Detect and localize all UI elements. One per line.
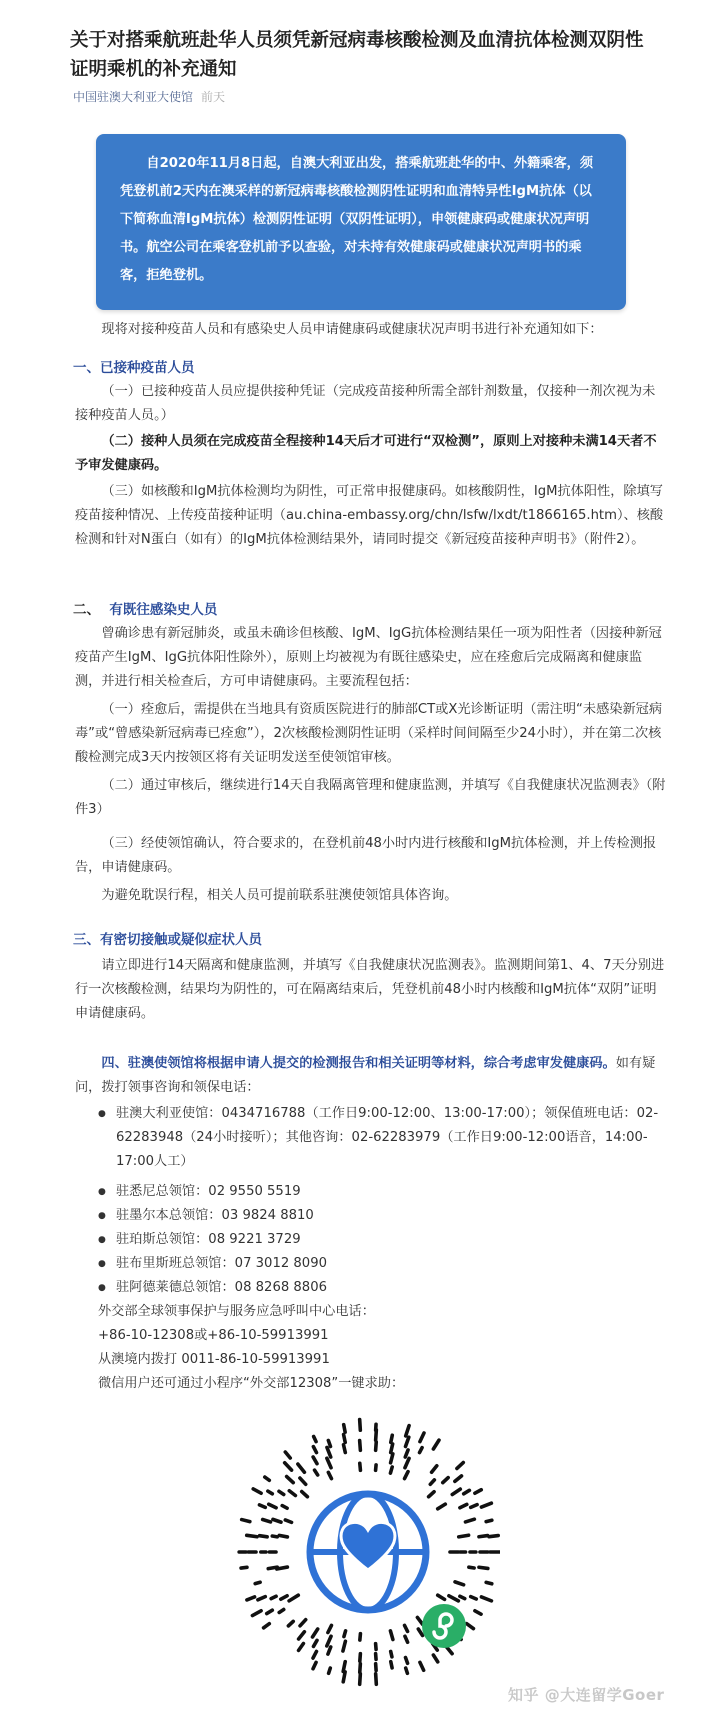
- wechat-instruction: 微信用户还可通过小程序“外交部12308”一键求助：: [98, 1376, 405, 1391]
- section-4-lead: 四、驻澳使领馆将根据申请人提交的检测报告和相关证明等材料，综合考虑审发健康码。: [101, 1056, 616, 1071]
- section-2-heading-number: 二、: [73, 602, 100, 618]
- section-1-paragraph-3: （三）如核酸和IgM抗体检测均为阴性，可正常申报健康码。如核酸阴性，IgM抗体阳性，除填写疫苗接种情况、上传疫苗接种证明（au.china-embassy.org/chn/lsfw/lxdt/t1866165.htm）、核酸检测和针对N蛋白（如有）的IgM抗体检测结果外，请同时提交《新冠疫苗接种声明书》（附件2）。: [75, 484, 664, 547]
- article-title: 关于对搭乘航班赴华人员须凭新冠病毒核酸检测及血清抗体检测双阴性证明乘机的补充通知: [70, 30, 644, 80]
- hotline-label: 外交部全球领事保护与服务应急呼叫中心电话：: [98, 1304, 375, 1319]
- publish-time: 前天: [201, 90, 226, 104]
- section-4-paragraph: [75, 1052, 667, 1100]
- hotline-numbers: +86-10-12308或+86-10-59913991: [98, 1328, 329, 1343]
- contact-sydney: ● 驻悉尼总领馆：02 9550 5519: [98, 1180, 666, 1204]
- section-3-heading: 三、有密切接触或疑似症状人员: [73, 932, 262, 948]
- section-2-heading: [73, 598, 217, 618]
- contact-brisbane: ● 驻布里斯班总领馆：07 3012 8090: [98, 1252, 666, 1276]
- section-2-paragraph-1: （一）痊愈后，需提供在当地具有资质医院进行的肺部CT或X光诊断证明（需注明“未感染新冠病毒”或“曾感染新冠病毒已痊愈”），2次核酸检测阴性证明（采样时间间隔至少24小时），并在第二次核酸检测完成3天内按领区将有关证明发送至使领馆审核。: [75, 702, 663, 765]
- section-2-paragraph-4: 为避免耽误行程，相关人员可提前联系驻澳使领馆具体咨询。: [101, 888, 458, 903]
- section-1-paragraph-2: （二）接种人员须在完成疫苗全程接种14天后才可进行“双检测”，原则上对接种未满14天者不予审发健康码。: [75, 434, 657, 473]
- section-2-paragraph-2: （二）通过审核后，继续进行14天自我隔离管理和健康监测，并填写《自我健康状况监测表》（附件3）: [75, 778, 666, 817]
- contact-perth: ● 驻珀斯总领馆：08 9221 3729: [98, 1228, 666, 1252]
- highlight-notice-box: 自2020年11月8日起，自澳大利亚出发，搭乘航班赴华的中、外籍乘客，须凭登机前2天内在澳采样的新冠病毒核酸检测阴性证明和血清特异性IgM抗体（以下简称血清IgM抗体）检测阴性证明（双阴性证明），申领健康码或健康状况声明书。航空公司在乘客登机前予以查验，对未持有效健康码或健康状况声明书的乘客，拒绝登机。: [96, 134, 626, 310]
- contact-embassy: ● 驻澳大利亚使馆：0434716788（工作日9:00-12:00、13:00-17:00）；领保值班电话：02-62283948（24小时接听）；其他咨询：02-62283979（工作日9:00-12:00语音，14:00-17:00人工）: [98, 1102, 666, 1174]
- source-account-link[interactable]: 中国驻澳大利亚大使馆: [73, 90, 194, 104]
- miniprogram-qr-code[interactable]: [236, 1412, 500, 1688]
- section-2-paragraph-3: （三）经使领馆确认，符合要求的，在登机前48小时内进行核酸和IgM抗体检测，并上传检测报告，申请健康码。: [75, 836, 657, 875]
- section-2-heading-text: 有既往感染史人员: [109, 602, 218, 618]
- section-3-paragraph-1: 请立即进行14天隔离和健康监测，并填写《自我健康状况监测表》。监测期间第1、4、7天分别进行一次核酸检测，结果均为阴性的，可在隔离结束后，凭登机前48小时内核酸和IgM抗体“双阴”证明申请健康码。: [75, 958, 665, 1021]
- miniprogram-logo-icon: [422, 1604, 466, 1648]
- contact-melbourne: ● 驻墨尔本总领馆：03 9824 8810: [98, 1204, 666, 1228]
- section-1-heading: 一、已接种疫苗人员: [73, 360, 195, 376]
- domestic-dial: 从澳境内拨打 0011-86-10-59913991: [98, 1352, 330, 1367]
- contact-adelaide: ● 驻阿德莱德总领馆：08 8268 8806: [98, 1276, 666, 1300]
- article-meta: [73, 88, 225, 105]
- zhihu-watermark: 知乎 @大连留学Goer: [508, 1686, 665, 1704]
- section-1-paragraph-1: （一）已接种疫苗人员应提供接种凭证（完成疫苗接种所需全部针剂数量，仅接种一剂次视为未接种疫苗人员。）: [75, 384, 656, 423]
- section-2-paragraph-0: 曾确诊患有新冠肺炎，或虽未确诊但核酸、IgM、IgG抗体检测结果任一项为阳性者（因接种新冠疫苗产生IgM、IgG抗体阳性除外），原则上均被视为有既往感染史，应在痊愈后完成隔离和健康监测，并进行相关检查后，方可申请健康码。主要流程包括：: [75, 626, 662, 689]
- section-4-rest: 如有疑问，拨打领事咨询和领保电话：: [75, 1056, 656, 1095]
- intro-paragraph: 现将对接种疫苗人员和有感染史人员申请健康码或健康状况声明书进行补充通知如下：: [101, 322, 603, 337]
